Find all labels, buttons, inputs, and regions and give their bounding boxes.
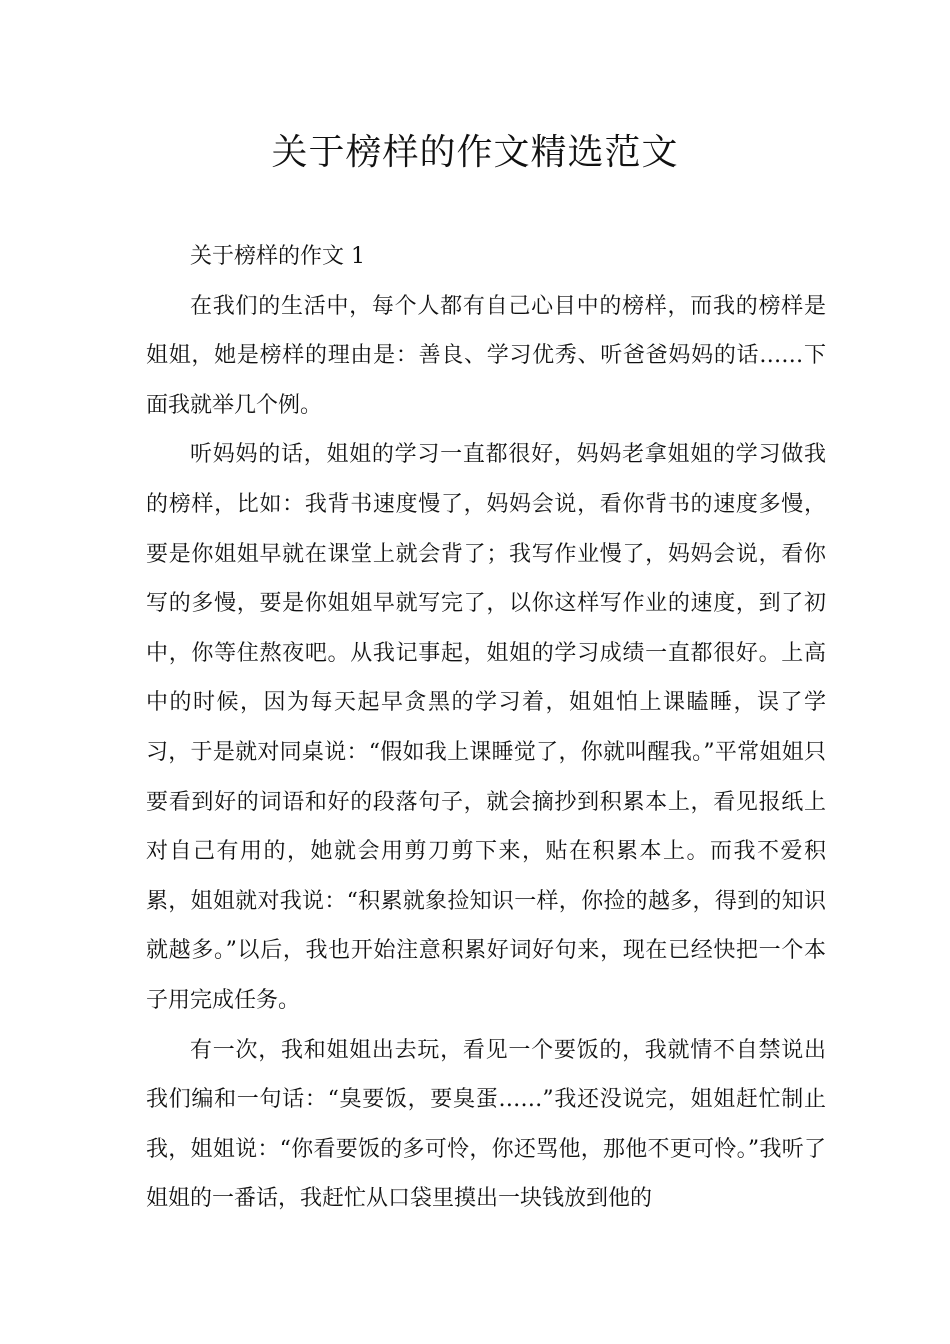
paragraph-2: 听妈妈的话，姐姐的学习一直都很好，妈妈老拿姐姐的学习做我的榜样，比如：我背书速度慢了，妈妈会说，看你背书的速度多慢，要是你姐姐早就在课堂上就会背了；我写作业慢了，妈妈会说，看你写的多慢，要是你姐姐早就写完了，以你这样写作业的速度，到了初中，你等住熬夜吧。从我记事起，姐姐的学习成绩一直都很好。上高中的时候，因为每天起早贪黑的学习着，姐姐怕上课瞌睡，误了学习，于是就对同桌说：“假如我上课睡觉了，你就叫醒我。”平常姐姐只要看到好的词语和好的段落句子，就会摘抄到积累本上，看见报纸上对自己有用的，她就会用剪刀剪下来，贴在积累本上。而我不爱积累，姐姐就对我说：“积累就象捡知识一样，你捡的越多，得到的知识就越多。”以后，我也开始注意积累好词好句来，现在已经快把一个本子用完成任务。: [146, 442, 826, 1013]
document-title: 关于榜样的作文精选范文: [271, 132, 679, 173]
document-body: [146, 232, 826, 1224]
paragraph-3: 有一次，我和姐姐出去玩，看见一个要饭的，我就情不自禁说出我们编和一句话：“臭要饭，要臭蛋……”我还没说完，姐姐赶忙制止我，姐姐说：“你看要饭的多可怜，你还骂他，那他不更可怜。”我听了姐姐的一番话，我赶忙从口袋里摸出一块钱放到他的: [146, 1037, 826, 1212]
section-heading: 关于榜样的作文 1: [190, 244, 365, 269]
paragraph-1: 在我们的生活中，每个人都有自己心目中的榜样，而我的榜样是姐姐，她是榜样的理由是：善良、学习优秀、听爸爸妈妈的话……下面我就举几个例。: [146, 293, 826, 418]
